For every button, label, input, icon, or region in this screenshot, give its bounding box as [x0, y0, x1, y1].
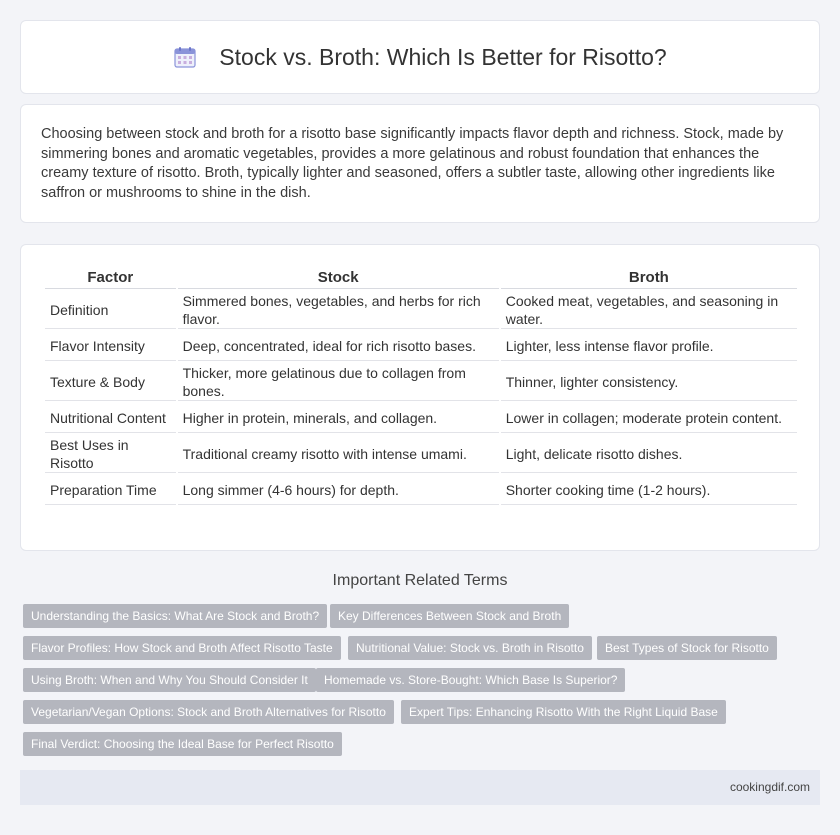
intro-card — [20, 104, 820, 223]
table-cell-broth: Lower in collagen; moderate protein content. — [501, 403, 797, 433]
table-cell-stock: Deep, concentrated, ideal for rich risotto bases. — [178, 331, 499, 361]
table-cell-broth: Shorter cooking time (1-2 hours). — [501, 475, 797, 505]
footer-site-link[interactable]: cookingdif.com — [729, 780, 810, 794]
table-row — [45, 363, 797, 401]
footer — [20, 770, 820, 805]
table-row — [45, 403, 797, 433]
intro-paragraph: Choosing between stock and broth for a risotto base significantly impacts flavor depth and richness. Stock, made by simmering bones and aromatic vegetables, provides a more gelatinous and robust foundation that enhances the creamy texture of risotto. Broth, typically lighter and seasoned, offers a subtler taste, allowing other ingredients like saffron or mushrooms to shine in the dish. — [41, 126, 784, 201]
table-cell-factor: Preparation Time — [45, 475, 176, 505]
table-cell-broth: Lighter, less intense flavor profile. — [501, 331, 797, 361]
comparison-table — [43, 263, 799, 507]
header-card — [20, 20, 820, 94]
table-row — [45, 291, 797, 329]
calendar-icon — [173, 45, 197, 69]
table-cell-factor: Best Uses in Risotto — [45, 435, 176, 473]
related-term-tag[interactable]: Flavor Profiles: How Stock and Broth Affect Risotto Taste — [23, 636, 341, 660]
table-cell-factor: Flavor Intensity — [45, 331, 176, 361]
table-header-factor: Factor — [45, 265, 176, 289]
table-cell-stock: Thicker, more gelatinous due to collagen from bones. — [178, 363, 499, 401]
related-term-tag[interactable]: Homemade vs. Store-Bought: Which Base Is Superior? — [316, 668, 625, 692]
table-row — [45, 331, 797, 361]
related-term-tag[interactable]: Understanding the Basics: What Are Stock and Broth? — [23, 604, 327, 628]
related-term-tag[interactable]: Key Differences Between Stock and Broth — [330, 604, 569, 628]
table-cell-factor: Definition — [45, 291, 176, 329]
related-term-tag[interactable]: Nutritional Value: Stock vs. Broth in Risotto — [348, 636, 592, 660]
table-cell-broth: Light, delicate risotto dishes. — [501, 435, 797, 473]
table-cell-stock: Higher in protein, minerals, and collagen. — [178, 403, 499, 433]
table-cell-factor: Texture & Body — [45, 363, 176, 401]
related-term-tag[interactable]: Expert Tips: Enhancing Risotto With the Right Liquid Base — [401, 700, 726, 724]
comparison-table-card — [20, 244, 820, 551]
table-cell-factor: Nutritional Content — [45, 403, 176, 433]
table-cell-stock: Simmered bones, vegetables, and herbs for rich flavor. — [178, 291, 499, 329]
table-row — [45, 475, 797, 505]
related-terms-title: Important Related Terms — [332, 572, 508, 589]
related-term-tag[interactable]: Final Verdict: Choosing the Ideal Base for Perfect Risotto — [23, 732, 342, 756]
related-term-tag[interactable]: Using Broth: When and Why You Should Consider It — [23, 668, 316, 692]
table-cell-broth: Cooked meat, vegetables, and seasoning in water. — [501, 291, 797, 329]
table-cell-broth: Thinner, lighter consistency. — [501, 363, 797, 401]
page-title: Stock vs. Broth: Which Is Better for Risotto? — [219, 43, 667, 70]
table-row — [45, 435, 797, 473]
related-term-tag[interactable]: Vegetarian/Vegan Options: Stock and Broth Alternatives for Risotto — [23, 700, 394, 724]
related-term-tag[interactable]: Best Types of Stock for Risotto — [597, 636, 777, 660]
table-header-stock: Stock — [178, 265, 499, 289]
table-cell-stock: Traditional creamy risotto with intense umami. — [178, 435, 499, 473]
table-cell-stock: Long simmer (4-6 hours) for depth. — [178, 475, 499, 505]
table-header-broth: Broth — [501, 265, 797, 289]
